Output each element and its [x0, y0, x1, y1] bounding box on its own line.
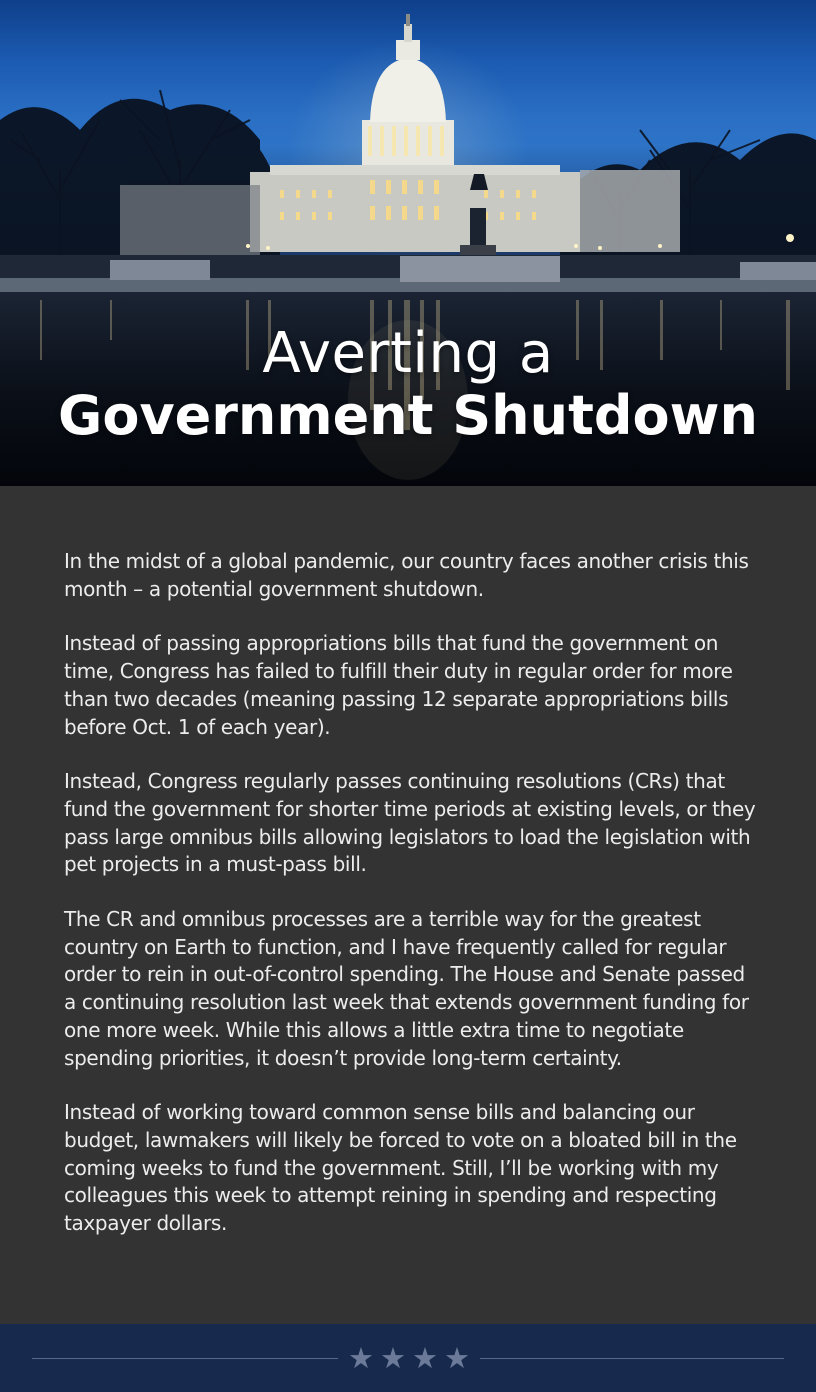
paragraph-2: Instead of passing appropriations bills that fund the government on time, Congress has failed to fulfill their duty in regular order for more than two decades (meaning passing 12 separate appropriations bills before Oct. 1 of each year).	[64, 631, 733, 739]
paragraph-1: In the midst of a global pandemic, our country faces another crisis this month – a potential government shutdown.	[64, 549, 749, 601]
title-line-1: Averting a	[262, 321, 554, 386]
paragraph-4: The CR and omnibus processes are a terrible way for the greatest country on Earth to function, and I have frequently called for regular order to rein in out-of-control spending. The House and Senate passed a continuing resolution last week that extends government funding for one more week. While this allows a little extra time to negotiate spending priorities, it doesn’t provide long-term certainty.	[64, 907, 749, 1070]
hero-title	[0, 322, 816, 446]
star-icon: ★	[380, 1341, 406, 1375]
footer-stars	[338, 1338, 480, 1378]
article-paragraphs	[64, 548, 756, 1265]
star-icon: ★	[348, 1341, 374, 1375]
paragraph-3: Instead, Congress regularly passes continuing resolutions (CRs) that fund the government for shorter time periods at existing levels, or they pass large omnibus bills allowing legislators to load the legislation with pet projects in a must-pass bill.	[64, 769, 756, 877]
star-icon: ★	[444, 1341, 470, 1375]
paragraph-5: Instead of working toward common sense bills and balancing our budget, lawmakers will likely be forced to vote on a bloated bill in the coming weeks to fund the government. Still, I’ll be working with my colleagues this week to attempt reining in spending and respecting taxpayer dollars.	[64, 1100, 737, 1236]
footer-divider-left	[32, 1358, 338, 1359]
title-line-2: Government Shutdown	[58, 384, 758, 447]
footer-bar	[0, 1324, 816, 1392]
footer-divider-right	[480, 1358, 784, 1359]
article-body	[0, 486, 816, 1324]
hero-banner	[0, 0, 816, 486]
star-icon: ★	[412, 1341, 438, 1375]
